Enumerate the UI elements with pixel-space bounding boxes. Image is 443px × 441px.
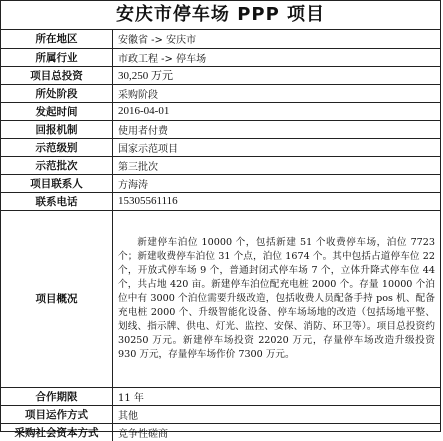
table-row (1, 156, 440, 174)
row-value: 安徽省 -> 安庆市 (113, 30, 441, 48)
row-label: 所属行业 (1, 48, 113, 66)
page-title: 安庆市停车场 PPP 项目 (1, 1, 440, 30)
table-row (1, 423, 440, 441)
row-value: 2016-04-01 (113, 102, 441, 120)
row-label: 发起时间 (1, 102, 113, 120)
table-row (1, 387, 440, 405)
row-label: 回报机制 (1, 120, 113, 138)
row-label: 采购社会资本方式 (1, 423, 113, 441)
row-value: 方海涛 (113, 174, 441, 192)
project-overview-text: 新建停车泊位 10000 个，包括新建 51 个收费停车场，泊位 7723 个；新建收费停车泊位 31 个点，泊位 1674 个。其中包括占道停车位 22 个，开放式停车场 9 个，普通封闭式停车场 7 个，立体升降式停车位 44 个，共占地 420 亩。新建停车泊位配充电桩 2000 个。存量 10000 个泊位中有 3000 个泊位需要升级改造，包括收费人员配备手持 pos 机、配备充电桩 2000 个、升级智能化设备、停车场场地的改造（包括场地平整、划线、指示牌、供电、灯光、监控、安保、消防、环卫等）。项目总投资约 30250 万元。新建停车场投资 22020 万元，存量停车场改造升级投资 930 万元，存量停车场作价 7300 万元。 (113, 210, 441, 387)
project-info-table (1, 30, 440, 441)
row-label: 项目概况 (1, 210, 113, 387)
table-row (1, 30, 440, 48)
row-label: 项目运作方式 (1, 405, 113, 423)
row-label: 联系电话 (1, 192, 113, 210)
table-row (1, 210, 440, 387)
row-value: 采购阶段 (113, 84, 441, 102)
row-value: 市政工程 -> 停车场 (113, 48, 441, 66)
table-row (1, 120, 440, 138)
table-row (1, 84, 440, 102)
table-row (1, 405, 440, 423)
row-label: 示范批次 (1, 156, 113, 174)
row-label: 所在地区 (1, 30, 113, 48)
table-row (1, 192, 440, 210)
row-value: 11 年 (113, 387, 441, 405)
row-value: 使用者付费 (113, 120, 441, 138)
table-row (1, 174, 440, 192)
row-label: 项目联系人 (1, 174, 113, 192)
row-label: 合作期限 (1, 387, 113, 405)
row-value: 15305561116 (113, 192, 441, 210)
table-row (1, 102, 440, 120)
row-value: 30,250 万元 (113, 66, 441, 84)
row-label: 所处阶段 (1, 84, 113, 102)
row-value: 第三批次 (113, 156, 441, 174)
table-row (1, 66, 440, 84)
row-value: 国家示范项目 (113, 138, 441, 156)
table-row (1, 138, 440, 156)
row-label: 示范级别 (1, 138, 113, 156)
row-value: 竞争性磋商 (113, 423, 441, 441)
row-label: 项目总投资 (1, 66, 113, 84)
row-value: 其他 (113, 405, 441, 423)
table-row (1, 48, 440, 66)
